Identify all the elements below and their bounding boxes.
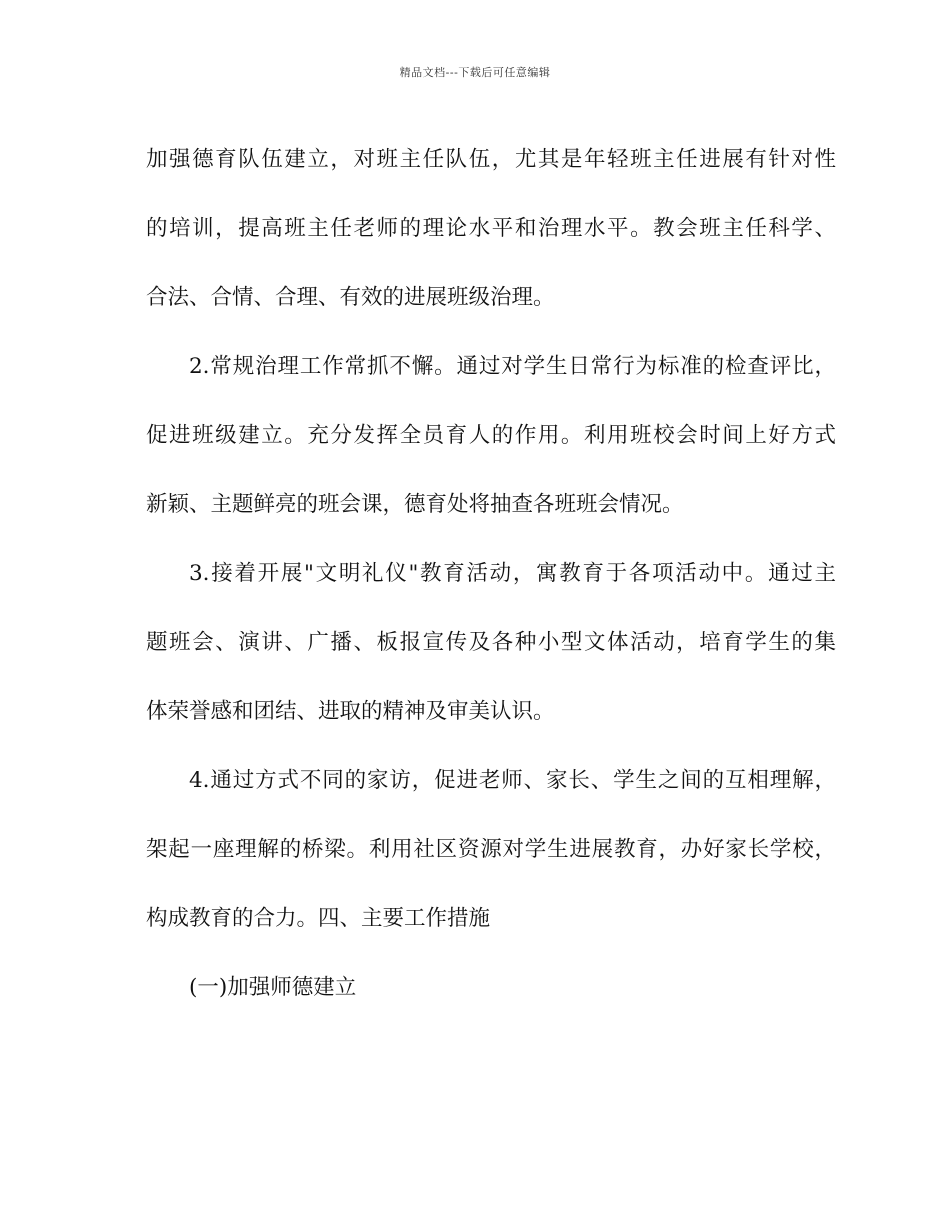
text-line: 促进班级建立。充分发挥全员育人的作用。利用班校会时间上好方式 [146,423,836,448]
text-line: 题班会、演讲、广播、板报宣传及各种小型文体活动，培育学生的集 [146,630,836,655]
section-heading: (一)加强师德建立 [189,975,357,1000]
text-line: 加强德育队伍建立，对班主任队伍，尤其是年轻班主任进展有针对性 [146,147,836,172]
text-line: 体荣誉感和团结、进取的精神及审美认识。 [146,699,555,724]
document-body [146,137,836,1034]
text-line: 合法、合情、合理、有效的进展班级治理。 [146,285,555,310]
text-line: 2.常规治理工作常抓不懈。通过对学生日常行为标准的检查评比， [189,354,836,379]
text-line: 新颖、主题鲜亮的班会课，德育处将抽查各班班会情况。 [146,492,684,517]
text-line: 4.通过方式不同的家访，促进老师、家长、学生之间的互相理解， [189,768,836,793]
text-line: 的培训，提高班主任老师的理论水平和治理水平。教会班主任科学、 [146,216,836,241]
page-header: 精品文档---下载后可任意编辑 [399,66,551,79]
text-line: 3.接着开展"文明礼仪"教育活动，寓教育于各项活动中。通过主 [189,561,836,586]
text-line: 构成教育的合力。四、主要工作措施 [146,906,491,931]
text-line: 架起一座理解的桥梁。利用社区资源对学生进展教育，办好家长学校， [146,837,836,862]
